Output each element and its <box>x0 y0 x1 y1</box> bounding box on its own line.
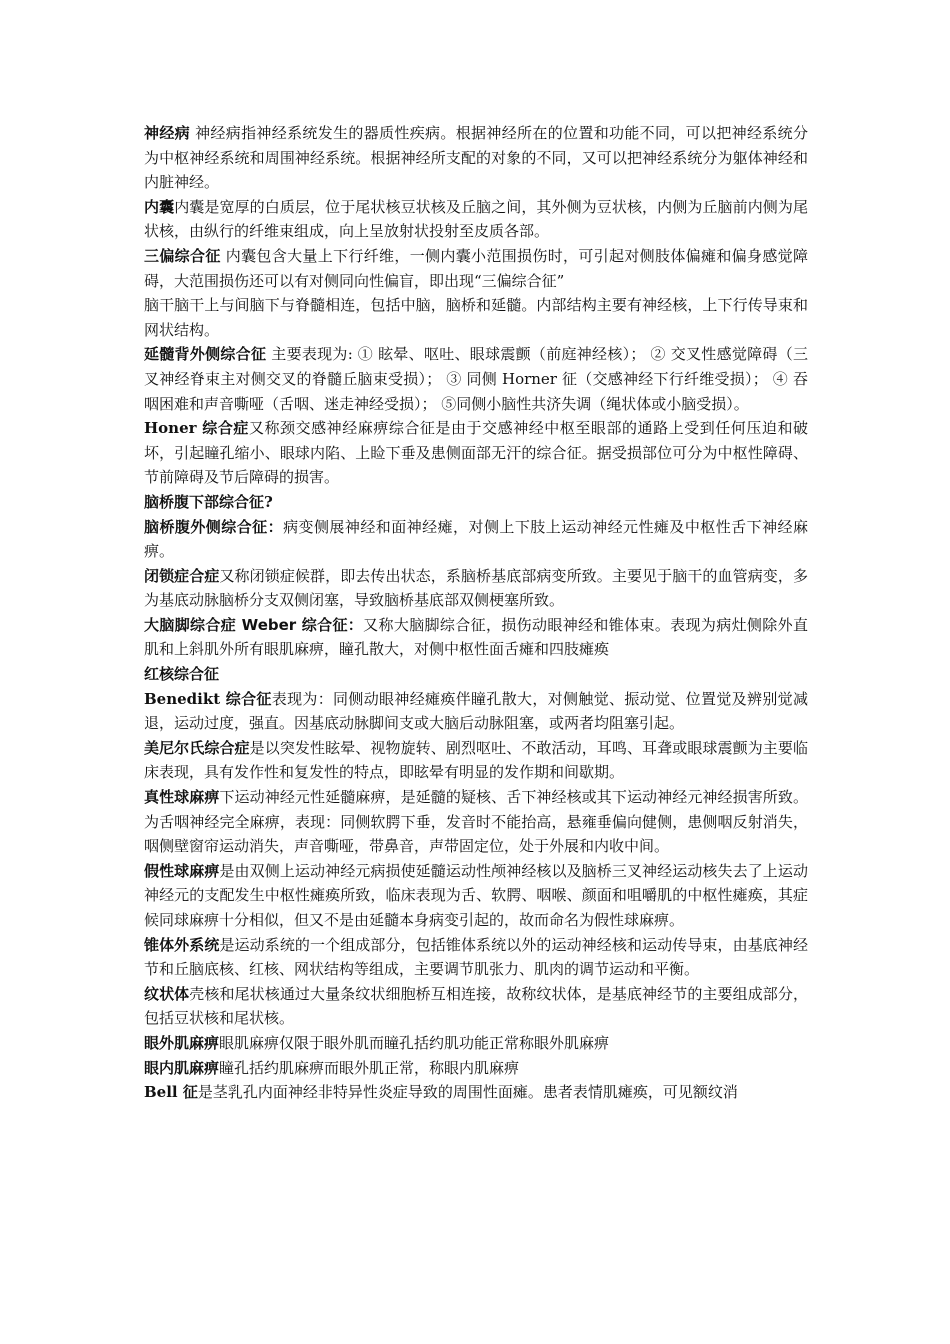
entry-internal-capsule <box>144 195 808 244</box>
entry-benedikt-syndrome <box>144 687 808 736</box>
entry-term: 红核综合征 <box>144 665 220 684</box>
entry-horner-syndrome <box>144 416 808 490</box>
entry-text: 是以突发性眩晕、视物旋转、剧烈呕吐、不敢活动，耳鸣、耳聋或眼球震颤为主要临床表现，具有发作性和复发性的特点，即眩晕有明显的发作期和间歇期。 <box>144 738 808 782</box>
entry-bell-sign <box>144 1080 808 1105</box>
entry-term: 神经病 <box>144 124 190 142</box>
entry-locked-in-syndrome <box>144 564 808 613</box>
entry-neuropathy <box>144 121 808 195</box>
entry-lateral-medullary-syndrome <box>144 342 808 416</box>
entry-term: 眼外肌麻痹 <box>144 1033 220 1052</box>
entry-term: 美尼尔氏综合症 <box>144 738 250 757</box>
entry-meniere-syndrome <box>144 736 808 785</box>
entry-striatum <box>144 982 808 1031</box>
entry-term: 假性球麻痹 <box>144 861 220 880</box>
entry-three-hemi-syndrome <box>144 244 808 293</box>
entry-ventrolateral-pontine-syndrome <box>144 515 808 564</box>
entry-text: 神经病指神经系统发生的器质性疾病。根据神经所在的位置和功能不同，可以把神经系统分为中枢神经系统和周围神经系统。根据神经所支配的对象的不同，又可以把神经系统分为躯体神经和内脏神经。 <box>144 124 808 192</box>
entry-text: 下运动神经元性延髓麻痹，是延髓的疑核、舌下神经核或其下运动神经元神经损害所致。为舌咽神经完全麻痹，表现：同侧软腭下垂，发音时不能抬高，悬雍垂偏向健侧，患侧咽反射消失，咽侧壁窗帘运动消失，声音嘶哑，带鼻音，声带固定位，处于外展和内收中间。 <box>144 788 808 856</box>
entry-pseudobulbar-palsy <box>144 859 808 933</box>
entry-text: 脑干脑干上与间脑下与脊髓相连，包括中脑，脑桥和延髓。内部结构主要有神经核，上下行传导束和网状结构。 <box>144 296 808 339</box>
entry-text: 内囊是宽厚的白质层，位于尾状核豆状核及丘脑之间，其外侧为豆状核，内侧为丘脑前内侧为尾状核，由纵行的纤维束组成，向上呈放射状投射至皮质各部。 <box>144 197 808 241</box>
entry-text: 表现为：同侧动眼神经瘫痪伴瞳孔散大，对侧触觉、振动觉、位置觉及辨别觉减退，运动过度，强直。因基底动脉脚间支或大脑后动脉阻塞，或两者均阻塞引起。 <box>144 689 808 733</box>
entry-term: 脑桥腹外侧综合征： <box>144 517 284 536</box>
entry-term: Bell 征 <box>144 1083 198 1102</box>
entry-external-ophthalmoplegia <box>144 1031 808 1056</box>
entry-text: 又称颈交感神经麻痹综合征是由于交感神经中枢至眼部的通路上受到任何压迫和破坏，引起瞳孔缩小、眼球内陷、上睑下垂及患侧面部无汗的综合征。据受损部位可分为中枢性障碍、节前障碍及节后障碍的损害。 <box>144 419 808 487</box>
document-body <box>144 121 808 1105</box>
entry-red-nucleus-syndrome <box>144 662 808 687</box>
entry-term: 延髓背外侧综合征 <box>144 345 267 364</box>
entry-text: 内囊包含大量上下行纤维，一侧内囊小范围损伤时，可引起对侧肢体偏瘫和偏身感觉障碍，大范围损伤还可以有对侧同向性偏盲，即出现“三偏综合征” <box>144 246 808 290</box>
entry-term: 大脑脚综合症 Weber 综合征： <box>144 615 364 634</box>
entry-text: 又称大脑脚综合征，损伤动眼神经和锥体束。表现为病灶侧除外直肌和上斜肌外所有眼肌麻痹，瞳孔散大，对侧中枢性面舌瘫和四肢瘫痪 <box>144 615 808 659</box>
entry-extrapyramidal-system <box>144 933 808 982</box>
entry-text: 是由双侧上运动神经元病损使延髓运动性颅神经核以及脑桥三叉神经运动核失去了上运动神经元的支配发生中枢性瘫痪所致，临床表现为舌、软腭、咽喉、颜面和咀嚼肌的中枢性瘫痪，其症候同球麻痹十分相似，但又不是由延髓本身病变引起的，故而命名为假性球麻痹。 <box>144 861 808 929</box>
entry-text: 又称闭锁症候群，即去传出状态，系脑桥基底部病变所致。主要见于脑干的血管病变，多为基底动脉脑桥分支双侧闭塞，导致脑桥基底部双侧梗塞所致。 <box>144 566 808 610</box>
entry-term: 眼内肌麻痹 <box>144 1058 220 1077</box>
entry-weber-syndrome <box>144 613 808 662</box>
entry-term: 内囊 <box>144 197 175 216</box>
entry-term: 锥体外系统 <box>144 935 220 954</box>
entry-text: 瞳孔括约肌麻痹而眼外肌正常，称眼内肌麻痹 <box>219 1058 520 1077</box>
entry-ventral-pontine-syndrome <box>144 490 808 515</box>
entry-text: 主要表现为: ① 眩晕、呕吐、眼球震颤（前庭神经核）； ② 交叉性感觉障碍（三叉神经脊束主对侧交叉的脊髓丘脑束受损）； ③ 同侧 Horner 征（交感神经下行纤维受损）； ④ 吞咽困难和声音嘶哑（舌咽、迷走神经受损）； ⑤同侧小脑性共济失调（绳状体或小脑受损）。 <box>144 345 808 413</box>
entry-internal-ophthalmoplegia <box>144 1056 808 1081</box>
entry-term: Benedikt 综合征 <box>144 689 272 708</box>
entry-text: 眼肌麻痹仅限于眼外肌而瞳孔括约肌功能正常称眼外肌麻痹 <box>219 1033 610 1052</box>
entry-text: 壳核和尾状核通过大量条纹状细胞桥互相连接，故称纹状体，是基底神经节的主要组成部分，包括豆状核和尾状核。 <box>144 984 808 1028</box>
entry-text: 是运动系统的一个组成部分，包括锥体系统以外的运动神经核和运动传导束，由基底神经节和丘脑底核、红核、网状结构等组成，主要调节肌张力、肌肉的调节运动和平衡。 <box>144 935 808 979</box>
entry-term: Honer 综合症 <box>144 419 249 438</box>
entry-term: 三偏综合征 <box>144 246 221 265</box>
entry-term: 真性球麻痹 <box>144 788 220 807</box>
entry-text: 是茎乳孔内面神经非特异性炎症导致的周围性面瘫。患者表情肌瘫痪，可见额纹消 <box>197 1083 738 1102</box>
entry-term: 闭锁症合症 <box>144 566 220 585</box>
entry-brainstem <box>144 293 808 342</box>
entry-bulbar-palsy <box>144 785 808 859</box>
entry-text: 病变侧展神经和面神经瘫，对侧上下肢上运动神经元性瘫及中枢性舌下神经麻痹。 <box>144 517 808 561</box>
entry-term: 脑桥腹下部综合征? <box>144 492 273 511</box>
entry-term: 纹状体 <box>144 984 190 1003</box>
